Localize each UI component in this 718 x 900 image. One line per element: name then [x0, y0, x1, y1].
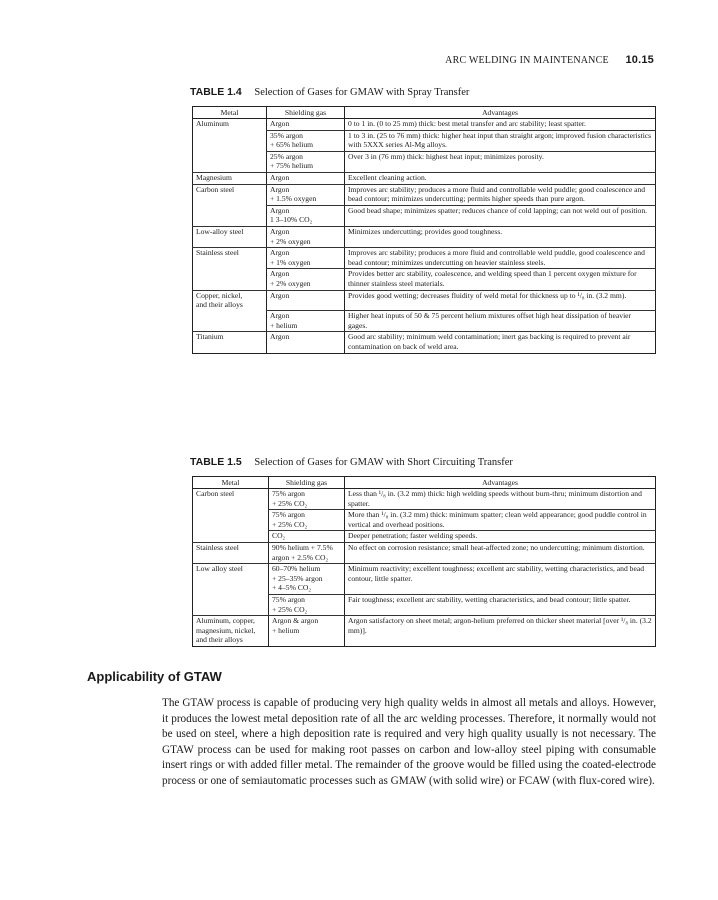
cell-advantages: Over 3 in (76 mm) thick: highest heat input; minimizes porosity.	[345, 151, 656, 172]
cell-advantages: More than ¹/₈ in. (3.2 mm) thick: minimum spatter; clean weld appearance; good puddle control in vertical and overhead positions.	[345, 510, 656, 531]
cell-advantages: Argon satisfactory on sheet metal; argon-helium preferred on thicker sheet material [over ¹/₈ in. (3.2 mm)].	[345, 616, 656, 647]
cell-shielding-gas: Argon & argon + helium	[269, 616, 345, 647]
table-row	[193, 269, 656, 290]
cell-metal: Carbon steel	[196, 184, 235, 194]
table-row	[193, 332, 656, 353]
table-1-5-number: TABLE 1.5	[190, 456, 242, 468]
cell-advantages: Deeper penetration; faster welding speeds.	[345, 531, 656, 543]
cell-shielding-gas: Argon	[267, 172, 345, 184]
running-head-title: ARC WELDING IN MAINTENANCE	[445, 55, 609, 66]
table-row	[193, 130, 656, 151]
table-row	[193, 542, 656, 563]
table-row	[193, 564, 656, 595]
table-1-4-title: Selection of Gases for GMAW with Spray Transfer	[254, 87, 470, 98]
cell-metal	[193, 205, 267, 226]
cell-shielding-gas: Argon	[267, 332, 345, 353]
table-row	[193, 205, 656, 226]
table-1-5-caption	[190, 456, 513, 468]
table-1-4-caption	[190, 86, 469, 98]
body-paragraph: The GTAW process is capable of producing very high quality welds in almost all metals and alloys. However, it produces the lowest metal deposition rate of all the arc welding processes. Therefore, it normally would not be used on steel, where a high deposition rate is required and very high quality usually is not necessary. The GTAW process can be used for making root passes on carbon and low-alloy steel piping with consumable insert rings or with added filler metal. The remainder of the groove would be filled using the coated-electrode process or one of semiautomatic processes such as GMAW (with solid wire) or FCAW (with flux-cored wire).	[162, 697, 656, 787]
cell-metal: Titanium	[196, 332, 224, 342]
cell-metal	[193, 510, 269, 531]
table-row	[193, 184, 656, 205]
column-header-advantages: Advantages	[345, 477, 656, 489]
table-header-row	[193, 477, 656, 489]
cell-shielding-gas: 75% argon + 25% CO₂	[269, 489, 345, 510]
table-row	[193, 248, 656, 269]
cell-shielding-gas: 90% helium + 7.5% argon + 2.5% CO₂	[269, 542, 345, 563]
column-header-shielding-gas: Shielding gas	[269, 477, 345, 489]
cell-metal: Low alloy steel	[196, 564, 243, 574]
cell-metal: Low-alloy steel	[193, 226, 267, 247]
cell-metal: Magnesium	[193, 172, 267, 184]
cell-metal: Copper, nickel, and their alloys	[196, 290, 243, 310]
cell-metal	[193, 311, 267, 332]
running-head	[445, 54, 654, 66]
cell-shielding-gas: Argon + 1.5% oxygen	[267, 184, 345, 205]
page-number: 10.15	[625, 54, 654, 66]
table-row	[193, 510, 656, 531]
column-header-metal: Metal	[193, 107, 267, 119]
cell-advantages: Excellent cleaning action.	[345, 172, 656, 184]
table-1-4	[192, 106, 656, 354]
table-1-4-number: TABLE 1.4	[190, 86, 242, 98]
cell-advantages: Minimum reactivity; excellent toughness; excellent arc stability, wetting characteristics, and bead contour, little spatter.	[345, 564, 656, 595]
section-heading: Applicability of GTAW	[87, 669, 222, 684]
cell-advantages: Less than ¹/₈ in. (3.2 mm) thick: high welding speeds without burn-thru; minimum distortion and spatter.	[345, 489, 656, 510]
cell-metal	[193, 594, 269, 615]
cell-metal: Stainless steel	[193, 542, 269, 563]
cell-advantages: Good bead shape; minimizes spatter; reduces chance of cold lapping; can not weld out of position.	[345, 205, 656, 226]
cell-advantages: Good arc stability; minimum weld contamination; inert gas backing is required to prevent air contamination on back of weld area.	[345, 332, 656, 353]
cell-metal: Aluminum, copper, magnesium, nickel, and their alloys	[196, 616, 256, 645]
column-header-shielding-gas: Shielding gas	[267, 107, 345, 119]
cell-metal	[193, 130, 267, 151]
cell-shielding-gas: 25% argon + 75% helium	[267, 151, 345, 172]
cell-shielding-gas: 75% argon + 25% CO₂	[269, 510, 345, 531]
cell-advantages: Improves arc stability; produces a more fluid and controllable weld puddle, good coalescence and bead contour; minimizes undercutting on heavier stainless steels.	[345, 248, 656, 269]
table-row	[193, 172, 656, 184]
cell-shielding-gas: Argon + helium	[267, 311, 345, 332]
cell-advantages: Provides good wetting; decreases fluidity of weld metal for thickness up to ¹/₈ in. (3.2 mm).	[345, 290, 656, 311]
cell-advantages: Minimizes undercutting; provides good toughness.	[345, 226, 656, 247]
cell-metal: Carbon steel	[196, 489, 235, 498]
table-row	[193, 311, 656, 332]
table-header-row	[193, 107, 656, 119]
cell-metal: Stainless steel	[196, 248, 239, 258]
table-row	[193, 489, 656, 510]
cell-advantages: Provides better arc stability, coalescence, and welding speed than 1 percent oxygen mixture for thinner stainless steel materials.	[345, 269, 656, 290]
cell-shielding-gas: Argon	[267, 119, 345, 131]
cell-metal	[193, 269, 267, 290]
column-header-advantages: Advantages	[345, 107, 656, 119]
table-row	[193, 594, 656, 615]
cell-shielding-gas: 35% argon + 65% helium	[267, 130, 345, 151]
table-row	[193, 531, 656, 543]
table-1-5	[192, 476, 656, 647]
cell-advantages: Higher heat inputs of 50 & 75 percent helium mixtures offset high heat dissipation of heavier gages.	[345, 311, 656, 332]
cell-shielding-gas: CO₂	[269, 531, 345, 543]
cell-advantages: 0 to 1 in. (0 to 25 mm) thick: best metal transfer and arc stability; least spatter.	[345, 119, 656, 131]
cell-advantages: Fair toughness; excellent arc stability, wetting characteristics, and bead contour; little spatter.	[345, 594, 656, 615]
cell-shielding-gas: 60–70% helium + 25–35% argon + 4–5% CO₂	[269, 564, 345, 595]
table-row	[193, 119, 656, 131]
table-row	[193, 226, 656, 247]
table-1-5-title: Selection of Gases for GMAW with Short Circuiting Transfer	[254, 457, 513, 468]
cell-advantages: 1 to 3 in. (25 to 76 mm) thick: higher heat input than straight argon; improved fusion characteristics with 5XXX series Al-Mg alloys.	[345, 130, 656, 151]
table-row	[193, 151, 656, 172]
cell-advantages: Improves arc stability; produces a more fluid and controllable weld puddle; good coalescence and bead contour; minimizes undercutting; permits higher speeds than pure argon.	[345, 184, 656, 205]
column-header-metal: Metal	[193, 477, 269, 489]
cell-shielding-gas: Argon + 2% oxygen	[267, 269, 345, 290]
cell-shielding-gas: Argon 1 3–10% CO₂	[267, 205, 345, 226]
cell-metal	[193, 151, 267, 172]
cell-metal	[193, 531, 269, 543]
cell-shielding-gas: Argon	[267, 290, 345, 311]
cell-shielding-gas: Argon + 1% oxygen	[267, 248, 345, 269]
cell-advantages: No effect on corrosion resistance; small heat-affected zone; no undercutting; minimum distortion.	[345, 542, 656, 563]
cell-shielding-gas: 75% argon + 25% CO₂	[269, 594, 345, 615]
table-row	[193, 290, 656, 311]
table-row	[193, 616, 656, 647]
cell-metal: Aluminum	[196, 119, 229, 128]
cell-shielding-gas: Argon + 2% oxygen	[267, 226, 345, 247]
